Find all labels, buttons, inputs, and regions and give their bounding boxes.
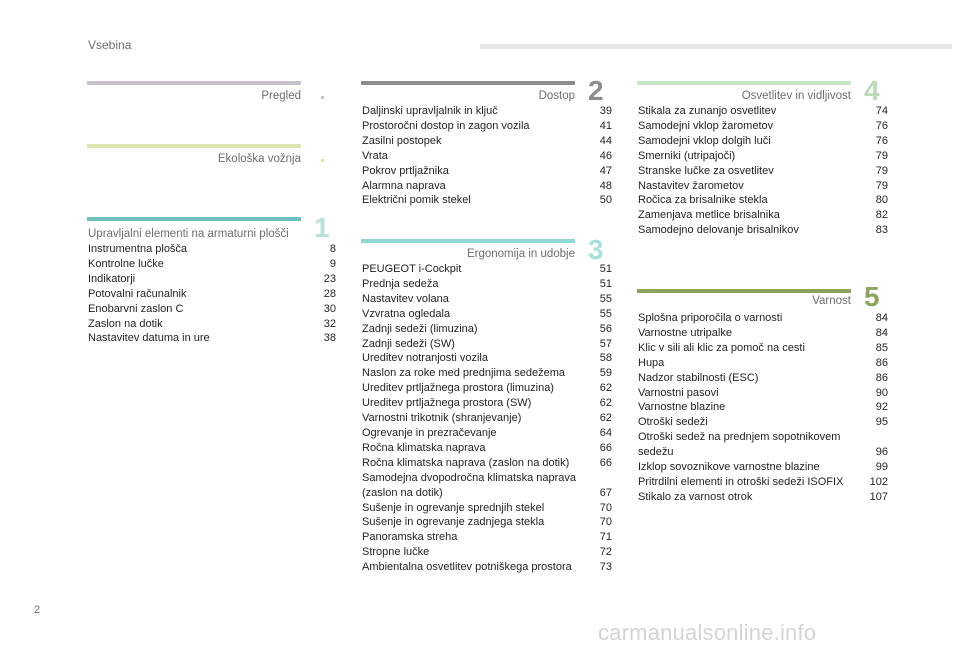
toc-entry[interactable]: [362, 351, 612, 366]
toc-entry-page: 30: [323, 302, 336, 315]
toc-entry[interactable]: [362, 530, 612, 545]
toc-entry-title: Ogrevanje in prezračevanje: [362, 426, 497, 439]
toc-entry-page: 96: [875, 446, 888, 459]
toc-entry[interactable]: [362, 337, 612, 352]
toc-entry-page: 47: [599, 164, 612, 177]
toc-entry[interactable]: [362, 381, 612, 396]
toc-entry[interactable]: [88, 242, 336, 257]
toc-entry[interactable]: [88, 272, 336, 287]
toc-entry-page: 38: [323, 332, 336, 345]
toc-entry-title: Zaslon na dotik: [88, 317, 163, 330]
toc-entry-title: Samodejna dvopodročna klimatska naprava (zaslon na dotik): [362, 471, 577, 499]
toc-entry-page: 95: [875, 416, 888, 429]
toc-entry-page: 92: [875, 401, 888, 414]
toc-entry[interactable]: [362, 292, 612, 307]
toc-entry-page: 99: [875, 461, 888, 474]
toc-entry-page: 107: [869, 490, 888, 503]
toc-entry-title: Sušenje in ogrevanje zadnjega stekla: [362, 516, 545, 529]
toc-entry[interactable]: [362, 426, 612, 441]
toc-entry-page: 57: [599, 337, 612, 350]
toc-entry[interactable]: [362, 164, 612, 179]
toc-list-3: [362, 262, 612, 575]
toc-entry-page: 28: [323, 287, 336, 300]
toc-entry-title: Stropne lučke: [362, 546, 430, 559]
toc-entry[interactable]: [88, 257, 336, 272]
toc-entry[interactable]: [362, 104, 612, 119]
page-number: 2: [34, 604, 41, 616]
toc-entry-title: Stikala za zunanjo osvetlitev: [638, 105, 777, 117]
toc-list-1: [88, 242, 336, 346]
section-title-pregled[interactable]: Pregled: [261, 90, 301, 102]
toc-entry-page: 9: [329, 257, 336, 270]
toc-entry-title: Samodejni vklop dolgih luči: [638, 134, 771, 147]
toc-entry-title: Vrata: [362, 149, 388, 162]
section-marker-pregled: [321, 96, 324, 99]
toc-entry-title: Klic v sili ali klic za pomoč na cesti: [638, 341, 805, 354]
toc-entry[interactable]: [638, 400, 888, 415]
toc-entry-title: Splošna priporočila o varnosti: [638, 312, 783, 324]
toc-entry-page: 66: [599, 441, 612, 454]
section-bar-4: [637, 81, 851, 85]
toc-entry[interactable]: [638, 371, 888, 386]
toc-entry-title: Nastavitev žarometov: [638, 179, 744, 192]
section-bar-1: [87, 217, 301, 221]
section-bar-5: [637, 289, 851, 293]
toc-entry-title: Kontrolne lučke: [88, 257, 164, 270]
toc-list-2: [362, 104, 612, 208]
toc-entry[interactable]: [362, 322, 612, 337]
toc-entry-page: 59: [599, 367, 612, 380]
toc-entry-page: 84: [875, 312, 888, 324]
toc-entry-title: Naslon za roke med prednjima sedežema: [362, 367, 565, 380]
toc-entry-title: Ročna klimatska naprava (zaslon na dotik): [362, 456, 570, 469]
toc-entry-page: 55: [599, 292, 612, 305]
section-number-3: 3: [588, 234, 604, 265]
toc-entry-page: 23: [323, 272, 336, 285]
toc-entry[interactable]: [638, 104, 888, 119]
toc-entry-title: Instrumentna plošča: [88, 243, 188, 255]
toc-entry[interactable]: [638, 134, 888, 149]
toc-entry-title: PEUGEOT i-Cockpit: [362, 263, 462, 275]
section-title-5[interactable]: Varnost: [812, 295, 851, 307]
toc-entry[interactable]: [638, 193, 888, 208]
header-divider-bar: [480, 44, 952, 49]
section-number-4: 4: [864, 75, 880, 106]
toc-entry-page: 58: [599, 352, 612, 365]
toc-entry-page: 55: [599, 307, 612, 320]
toc-entry-page: 8: [329, 243, 336, 255]
toc-entry-title: Varnostni pasovi: [638, 386, 719, 399]
toc-entry[interactable]: [88, 331, 336, 346]
toc-entry[interactable]: [638, 430, 888, 460]
toc-entry-title: Ročna klimatska naprava: [362, 441, 486, 454]
toc-entry-page: 76: [875, 119, 888, 132]
section-number-1: 1: [314, 212, 330, 243]
toc-entry[interactable]: [362, 396, 612, 411]
section-bar-3: [361, 239, 575, 243]
toc-entry[interactable]: [638, 119, 888, 134]
toc-entry[interactable]: [362, 134, 612, 149]
toc-entry-page: 79: [875, 149, 888, 162]
toc-entry-page: 62: [599, 397, 612, 410]
toc-entry-page: 80: [875, 194, 888, 207]
toc-entry-title: Panoramska streha: [362, 531, 458, 544]
toc-entry[interactable]: [638, 326, 888, 341]
toc-entry-page: 79: [875, 164, 888, 177]
toc-entry[interactable]: [362, 277, 612, 292]
toc-entry-page: 70: [599, 516, 612, 529]
toc-entry-page: 71: [599, 531, 612, 544]
toc-entry[interactable]: [362, 471, 612, 501]
toc-entry[interactable]: [638, 475, 888, 490]
toc-entry-page: 44: [599, 134, 612, 147]
toc-entry-title: Nastavitev volana: [362, 292, 449, 305]
toc-entry[interactable]: [88, 302, 336, 317]
toc-entry[interactable]: [638, 490, 888, 505]
toc-entry-page: 41: [599, 119, 612, 132]
toc-entry-title: Prostoročni dostop in zagon vozila: [362, 119, 530, 132]
toc-entry[interactable]: [362, 515, 612, 530]
toc-entry-title: Enobarvni zaslon C: [88, 302, 184, 315]
toc-entry-title: Nastavitev datuma in ure: [88, 332, 210, 345]
toc-entry[interactable]: [362, 560, 612, 575]
toc-entry-title: Nadzor stabilnosti (ESC): [638, 371, 759, 384]
toc-entry-page: 86: [875, 371, 888, 384]
toc-entry-title: Otroški sedeži: [638, 416, 708, 429]
toc-entry-title: Daljinski upravljalnik in ključ: [362, 105, 498, 117]
toc-entry[interactable]: [638, 223, 888, 238]
toc-entry[interactable]: [362, 501, 612, 516]
toc-entry-page: 85: [875, 341, 888, 354]
toc-entry-title: Ureditev notranjosti vozila: [362, 352, 488, 365]
toc-list-4: [638, 104, 888, 238]
section-title-2[interactable]: Dostop: [538, 90, 575, 102]
section-number-5: 5: [864, 281, 880, 312]
toc-entry-title: Potovalni računalnik: [88, 287, 187, 300]
toc-entry-title: Prednja sedeža: [362, 277, 439, 290]
toc-entry-page: 73: [599, 561, 612, 574]
header-label: Vsebina: [88, 38, 132, 52]
toc-entry[interactable]: [638, 415, 888, 430]
toc-entry-title: Samodejni vklop žarometov: [638, 119, 774, 132]
toc-entry-title: Ureditev prtljažnega prostora (limuzina): [362, 382, 554, 395]
toc-entry-page: 62: [599, 412, 612, 425]
toc-entry-title: Otroški sedež na prednjem sopotnikovem sedežu: [638, 431, 841, 459]
toc-entry-page: 62: [599, 382, 612, 395]
section-bar-pregled: [87, 81, 301, 85]
section-title-3[interactable]: Ergonomija in udobje: [466, 248, 575, 260]
toc-entry[interactable]: [362, 456, 612, 471]
toc-entry[interactable]: [362, 119, 612, 134]
toc-entry[interactable]: [638, 356, 888, 371]
toc-entry[interactable]: [362, 411, 612, 426]
toc-entry[interactable]: [362, 179, 612, 194]
toc-entry-title: Zadnji sedeži (limuzina): [362, 322, 478, 335]
section-marker-ekoloska: [321, 159, 324, 162]
section-number-2: 2: [588, 75, 604, 106]
toc-entry-page: 70: [599, 501, 612, 514]
toc-entry-title: Sušenje in ogrevanje sprednjih stekel: [362, 501, 545, 514]
toc-entry-page: 64: [599, 426, 612, 439]
toc-entry-title: Samodejno delovanje brisalnikov: [638, 224, 799, 237]
toc-entry[interactable]: [362, 545, 612, 560]
toc-entry-title: Vzvratna ogledala: [362, 307, 451, 320]
toc-entry[interactable]: [638, 341, 888, 356]
toc-entry-page: 74: [875, 105, 888, 117]
toc-entry-page: 90: [875, 386, 888, 399]
toc-entry-page: 84: [875, 326, 888, 339]
toc-entry-title: Varnostni trikotnik (shranjevanje): [362, 412, 522, 425]
toc-entry-title: Alarmna naprava: [362, 179, 446, 192]
toc-entry-title: Pritrdilni elementi in otroški sedeži ISOFIX: [638, 475, 844, 488]
toc-entry[interactable]: [638, 460, 888, 475]
toc-entry-page: 82: [875, 209, 888, 222]
toc-entry-page: 32: [323, 317, 336, 330]
toc-entry-title: Zadnji sedeži (SW): [362, 337, 455, 350]
toc-entry-page: 67: [599, 486, 612, 499]
section-title-4[interactable]: Osvetlitev in vidljivost: [741, 90, 851, 102]
toc-entry-title: Zasilni postopek: [362, 134, 442, 147]
toc-entry[interactable]: [88, 317, 336, 332]
toc-entry-page: 39: [599, 105, 612, 117]
toc-entry-page: 51: [599, 277, 612, 290]
toc-entry[interactable]: [638, 179, 888, 194]
section-title-1[interactable]: Upravljalni elementi na armaturni plošči: [88, 228, 289, 240]
toc-entry[interactable]: [362, 441, 612, 456]
toc-list-5: [638, 311, 888, 505]
toc-entry[interactable]: [88, 287, 336, 302]
toc-entry-page: 46: [599, 149, 612, 162]
section-title-ekoloska[interactable]: Ekološka vožnja: [217, 153, 301, 165]
toc-entry-page: 51: [599, 263, 612, 275]
toc-entry[interactable]: [362, 307, 612, 322]
toc-entry-title: Električni pomik stekel: [362, 194, 471, 207]
toc-entry-title: Varnostne blazine: [638, 401, 726, 414]
toc-entry-title: Indikatorji: [88, 272, 136, 285]
toc-entry-page: 102: [869, 475, 888, 488]
toc-entry-page: 50: [599, 194, 612, 207]
toc-entry-title: Stikalo za varnost otrok: [638, 490, 753, 503]
toc-entry[interactable]: [638, 164, 888, 179]
watermark: carmanualsonline.info: [598, 620, 817, 645]
toc-entry-page: 86: [875, 356, 888, 369]
toc-entry[interactable]: [638, 386, 888, 401]
toc-entry-title: Ureditev prtljažnega prostora (SW): [362, 397, 532, 410]
section-bar-ekoloska: [87, 144, 301, 148]
toc-entry[interactable]: [362, 366, 612, 381]
toc-entry-title: Izklop sovoznikove varnostne blazine: [638, 461, 820, 474]
toc-entry-page: 66: [599, 456, 612, 469]
toc-entry-page: 48: [599, 179, 612, 192]
toc-entry-title: Varnostne utripalke: [638, 326, 732, 339]
toc-entry-page: 83: [875, 224, 888, 237]
toc-entry-title: Ročica za brisalnike stekla: [638, 194, 768, 207]
toc-entry-title: Ambientalna osvetlitev potniškega prostora: [362, 561, 572, 574]
toc-entry-page: 79: [875, 179, 888, 192]
toc-entry-page: 76: [875, 134, 888, 147]
toc-entry-title: Pokrov prtljažnika: [362, 164, 449, 177]
toc-entry[interactable]: [362, 262, 612, 277]
toc-entry-title: Stranske lučke za osvetlitev: [638, 164, 774, 177]
toc-entry-title: Hupa: [638, 356, 665, 369]
toc-entry[interactable]: [638, 208, 888, 223]
toc-entry[interactable]: [638, 149, 888, 164]
toc-entry-page: 72: [599, 546, 612, 559]
toc-entry[interactable]: [362, 193, 612, 208]
section-bar-2: [361, 81, 575, 85]
toc-entry-title: Smerniki (utripajoči): [638, 149, 736, 162]
toc-entry[interactable]: [638, 311, 888, 326]
toc-entry-page: 56: [599, 322, 612, 335]
toc-entry[interactable]: [362, 149, 612, 164]
toc-entry-title: Zamenjava metlice brisalnika: [638, 209, 780, 222]
